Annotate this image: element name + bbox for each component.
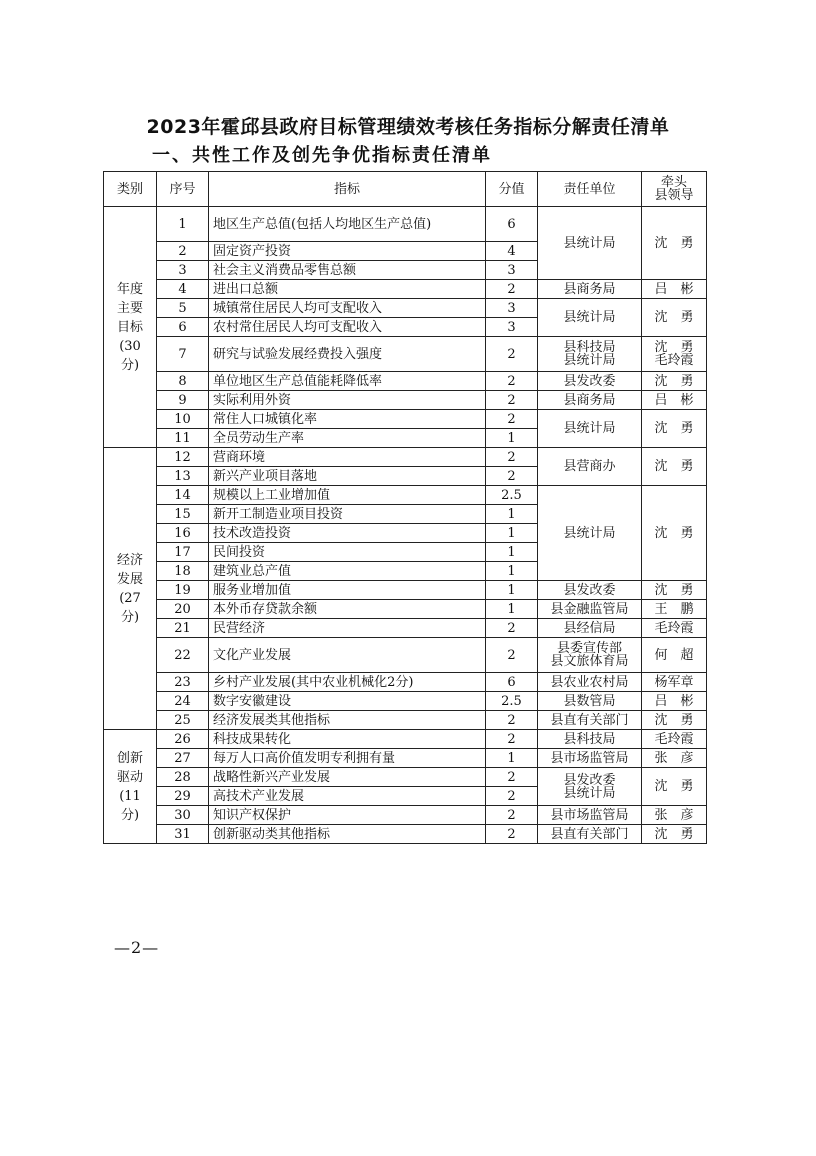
row-indicator: 常住人口城镇化率 — [209, 410, 486, 429]
row-unit: 县农业农村局 — [538, 673, 642, 692]
row-seq: 4 — [157, 280, 209, 299]
table-header-row — [104, 172, 707, 207]
header-category: 类别 — [104, 172, 157, 207]
header-score: 分值 — [486, 172, 538, 207]
row-indicator: 规模以上工业增加值 — [209, 486, 486, 505]
row-score: 2 — [486, 768, 538, 787]
row-score: 1 — [486, 562, 538, 581]
row-leader: 张 彦 — [642, 806, 707, 825]
table-row — [104, 581, 707, 600]
row-indicator: 进出口总额 — [209, 280, 486, 299]
row-seq: 31 — [157, 825, 209, 844]
row-seq: 3 — [157, 261, 209, 280]
row-indicator: 建筑业总产值 — [209, 562, 486, 581]
row-unit: 县市场监管局 — [538, 749, 642, 768]
row-seq: 17 — [157, 543, 209, 562]
row-unit: 县营商办 — [538, 448, 642, 486]
row-leader: 毛玲霞 — [642, 730, 707, 749]
table-row — [104, 749, 707, 768]
page-number: —2— — [114, 938, 160, 957]
row-seq: 26 — [157, 730, 209, 749]
row-score: 1 — [486, 749, 538, 768]
row-leader: 何 超 — [642, 638, 707, 673]
row-seq: 15 — [157, 505, 209, 524]
row-leader: 沈 勇 — [642, 207, 707, 280]
row-score: 2 — [486, 787, 538, 806]
row-leader: 沈 勇 — [642, 299, 707, 337]
row-score: 2 — [486, 337, 538, 372]
table-row — [104, 280, 707, 299]
row-indicator: 创新驱动类其他指标 — [209, 825, 486, 844]
row-score: 2 — [486, 638, 538, 673]
row-indicator: 民营经济 — [209, 619, 486, 638]
row-score: 2 — [486, 619, 538, 638]
row-indicator: 地区生产总值(包括人均地区生产总值) — [209, 207, 486, 242]
row-score: 2 — [486, 448, 538, 467]
row-indicator: 每万人口高价值发明专利拥有量 — [209, 749, 486, 768]
table-row — [104, 207, 707, 242]
row-unit: 县统计局 — [538, 410, 642, 448]
row-leader: 杨军章 — [642, 673, 707, 692]
row-leader: 吕 彬 — [642, 692, 707, 711]
row-indicator: 数字安徽建设 — [209, 692, 486, 711]
row-seq: 30 — [157, 806, 209, 825]
row-indicator: 战略性新兴产业发展 — [209, 768, 486, 787]
table-row — [104, 619, 707, 638]
table-row — [104, 711, 707, 730]
row-seq: 1 — [157, 207, 209, 242]
header-unit: 责任单位 — [538, 172, 642, 207]
row-unit: 县直有关部门 — [538, 711, 642, 730]
row-seq: 22 — [157, 638, 209, 673]
row-leader: 沈 勇 — [642, 711, 707, 730]
row-unit: 县金融监管局 — [538, 600, 642, 619]
row-indicator: 实际利用外资 — [209, 391, 486, 410]
row-score: 2 — [486, 410, 538, 429]
row-indicator: 城镇常住居民人均可支配收入 — [209, 299, 486, 318]
row-seq: 12 — [157, 448, 209, 467]
table-row — [104, 299, 707, 318]
row-indicator: 民间投资 — [209, 543, 486, 562]
table-row — [104, 410, 707, 429]
document-title: 2023年霍邱县政府目标管理绩效考核任务指标分解责任清单 — [146, 116, 670, 138]
table-row — [104, 337, 707, 372]
row-score: 2 — [486, 372, 538, 391]
row-indicator: 新兴产业项目落地 — [209, 467, 486, 486]
row-score: 1 — [486, 581, 538, 600]
row-seq: 21 — [157, 619, 209, 638]
row-indicator: 研究与试验发展经费投入强度 — [209, 337, 486, 372]
table-row — [104, 638, 707, 673]
row-seq: 27 — [157, 749, 209, 768]
table-row — [104, 448, 707, 467]
table-row — [104, 372, 707, 391]
row-unit: 县市场监管局 — [538, 806, 642, 825]
row-unit: 县商务局 — [538, 280, 642, 299]
row-seq: 10 — [157, 410, 209, 429]
row-unit: 县统计局 — [538, 299, 642, 337]
row-indicator: 高技术产业发展 — [209, 787, 486, 806]
row-score: 2.5 — [486, 486, 538, 505]
row-score: 3 — [486, 318, 538, 337]
row-leader: 吕 彬 — [642, 280, 707, 299]
row-seq: 25 — [157, 711, 209, 730]
row-indicator: 单位地区生产总值能耗降低率 — [209, 372, 486, 391]
row-score: 1 — [486, 505, 538, 524]
row-leader: 沈 勇 毛玲霞 — [642, 337, 707, 372]
row-leader: 王 鹏 — [642, 600, 707, 619]
row-leader: 吕 彬 — [642, 391, 707, 410]
row-indicator: 技术改造投资 — [209, 524, 486, 543]
row-leader: 毛玲霞 — [642, 619, 707, 638]
row-score: 3 — [486, 261, 538, 280]
table-row — [104, 806, 707, 825]
row-score: 2 — [486, 806, 538, 825]
header-seq: 序号 — [157, 172, 209, 207]
row-unit: 县数管局 — [538, 692, 642, 711]
row-seq: 13 — [157, 467, 209, 486]
category-economy: 经济 发展 (27 分) — [104, 448, 157, 730]
row-seq: 2 — [157, 242, 209, 261]
row-leader: 沈 勇 — [642, 410, 707, 448]
row-indicator: 新开工制造业项目投资 — [209, 505, 486, 524]
row-leader: 沈 勇 — [642, 825, 707, 844]
header-indicator: 指标 — [209, 172, 486, 207]
table-row — [104, 730, 707, 749]
row-score: 2.5 — [486, 692, 538, 711]
row-seq: 19 — [157, 581, 209, 600]
row-seq: 5 — [157, 299, 209, 318]
row-indicator: 全员劳动生产率 — [209, 429, 486, 448]
row-score: 6 — [486, 207, 538, 242]
row-unit: 县科技局 — [538, 730, 642, 749]
row-seq: 23 — [157, 673, 209, 692]
table-row — [104, 391, 707, 410]
row-seq: 29 — [157, 787, 209, 806]
row-score: 6 — [486, 673, 538, 692]
row-indicator: 本外币存贷款余额 — [209, 600, 486, 619]
row-seq: 8 — [157, 372, 209, 391]
row-score: 1 — [486, 429, 538, 448]
header-leader: 牵头 县领导 — [642, 172, 707, 207]
row-unit: 县商务局 — [538, 391, 642, 410]
row-score: 1 — [486, 543, 538, 562]
row-unit: 县经信局 — [538, 619, 642, 638]
row-score: 2 — [486, 391, 538, 410]
row-seq: 9 — [157, 391, 209, 410]
row-leader: 沈 勇 — [642, 768, 707, 806]
row-leader: 张 彦 — [642, 749, 707, 768]
row-unit: 县发改委 县统计局 — [538, 768, 642, 806]
table-row — [104, 673, 707, 692]
row-score: 1 — [486, 524, 538, 543]
row-score: 2 — [486, 280, 538, 299]
row-score: 2 — [486, 730, 538, 749]
row-indicator: 科技成果转化 — [209, 730, 486, 749]
category-annual-targets: 年度 主要 目标 (30 分) — [104, 207, 157, 448]
row-score: 4 — [486, 242, 538, 261]
responsibility-table — [103, 171, 707, 844]
row-score: 2 — [486, 467, 538, 486]
row-seq: 16 — [157, 524, 209, 543]
section-subtitle: 一、共性工作及创先争优指标责任清单 — [152, 145, 492, 166]
row-unit: 县委宣传部 县文旅体育局 — [538, 638, 642, 673]
row-score: 2 — [486, 711, 538, 730]
row-seq: 7 — [157, 337, 209, 372]
row-leader: 沈 勇 — [642, 486, 707, 581]
row-indicator: 经济发展类其他指标 — [209, 711, 486, 730]
row-indicator: 固定资产投资 — [209, 242, 486, 261]
row-score: 2 — [486, 825, 538, 844]
row-unit: 县科技局 县统计局 — [538, 337, 642, 372]
row-seq: 24 — [157, 692, 209, 711]
table-row — [104, 486, 707, 505]
row-unit: 县发改委 — [538, 581, 642, 600]
row-unit: 县直有关部门 — [538, 825, 642, 844]
row-seq: 6 — [157, 318, 209, 337]
row-leader: 沈 勇 — [642, 372, 707, 391]
row-indicator: 乡村产业发展(其中农业机械化2分) — [209, 673, 486, 692]
row-indicator: 农村常住居民人均可支配收入 — [209, 318, 486, 337]
row-unit: 县统计局 — [538, 207, 642, 280]
row-indicator: 营商环境 — [209, 448, 486, 467]
row-indicator: 社会主义消费品零售总额 — [209, 261, 486, 280]
row-seq: 11 — [157, 429, 209, 448]
table-row — [104, 768, 707, 787]
row-leader: 沈 勇 — [642, 581, 707, 600]
table-row — [104, 825, 707, 844]
row-seq: 20 — [157, 600, 209, 619]
row-seq: 28 — [157, 768, 209, 787]
row-seq: 14 — [157, 486, 209, 505]
row-score: 3 — [486, 299, 538, 318]
row-unit: 县发改委 — [538, 372, 642, 391]
category-innovation: 创新 驱动 (11 分) — [104, 730, 157, 844]
row-unit: 县统计局 — [538, 486, 642, 581]
table-row — [104, 692, 707, 711]
row-leader: 沈 勇 — [642, 448, 707, 486]
row-seq: 18 — [157, 562, 209, 581]
row-indicator: 文化产业发展 — [209, 638, 486, 673]
row-score: 1 — [486, 600, 538, 619]
table-row — [104, 600, 707, 619]
row-indicator: 服务业增加值 — [209, 581, 486, 600]
row-indicator: 知识产权保护 — [209, 806, 486, 825]
